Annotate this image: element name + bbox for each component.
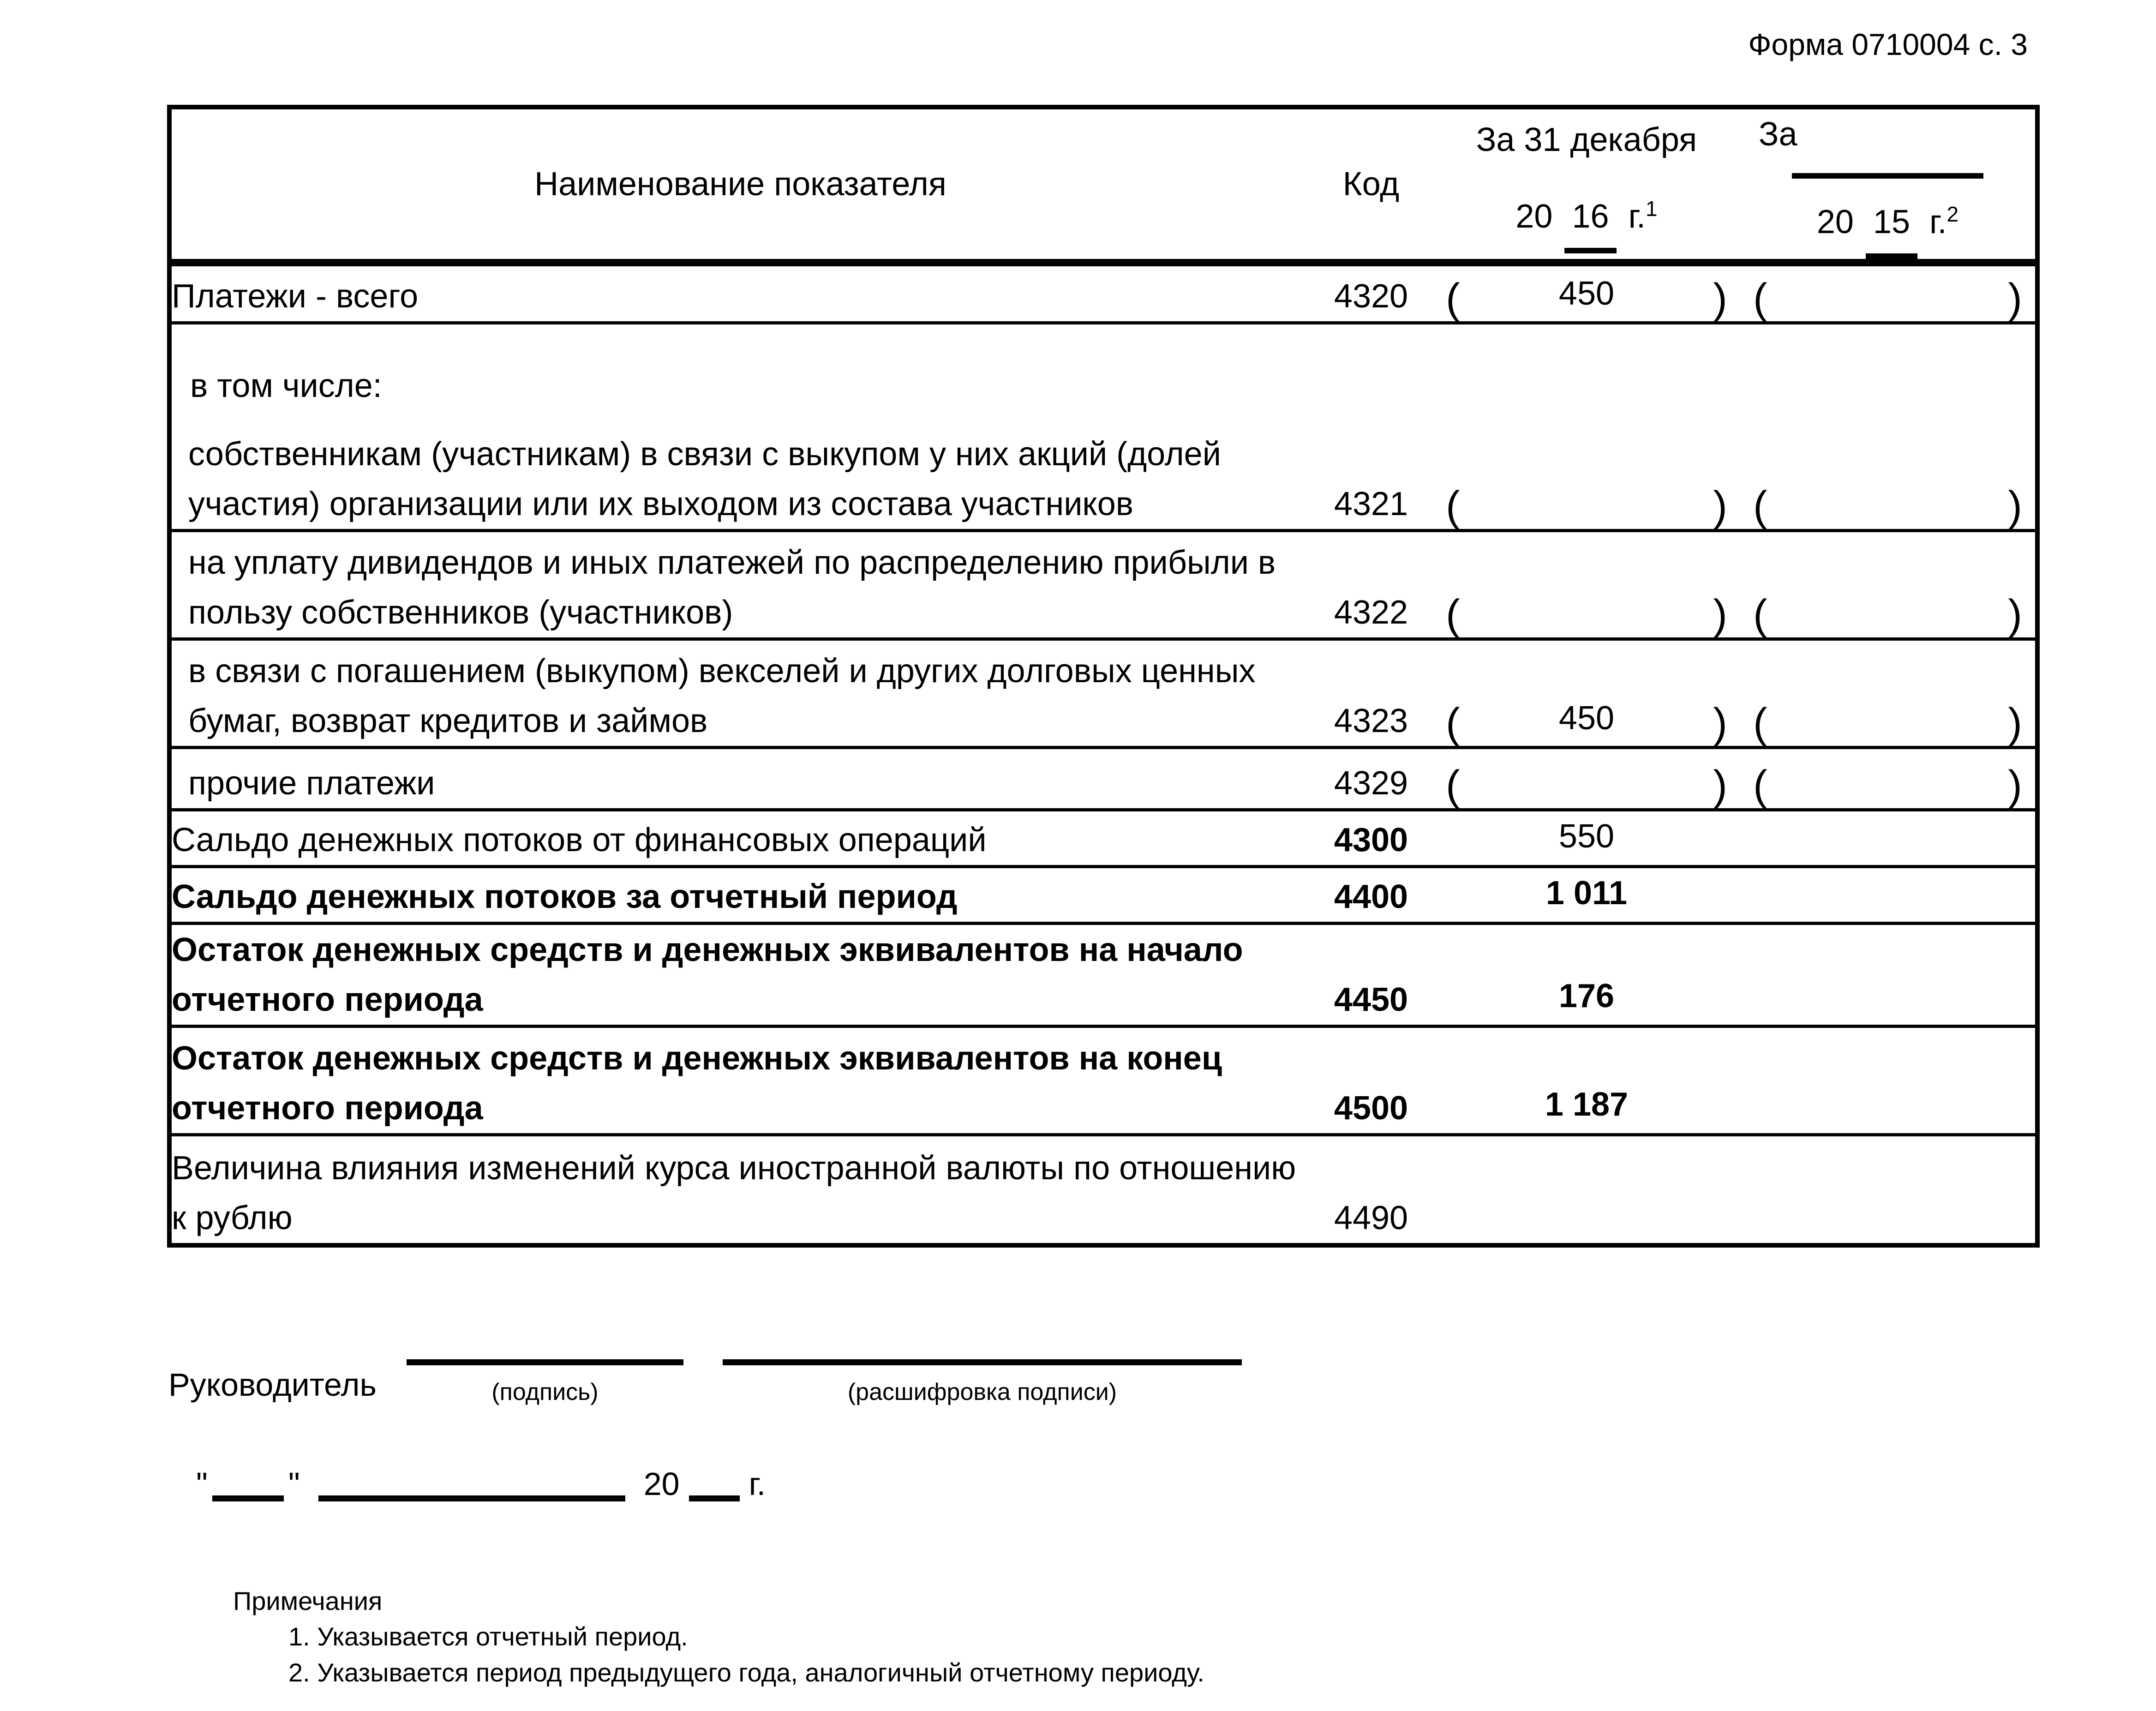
row-code: 4400 bbox=[1309, 866, 1433, 923]
footnote-item: 2. Указывается период предыдущего года, аналогичный отчетному периоду. bbox=[288, 1657, 1204, 1687]
footnote-ref-1: 1 bbox=[1646, 197, 1658, 221]
footnote-item: 1. Указывается отчетный период. bbox=[288, 1622, 688, 1651]
paren-open: ( bbox=[1753, 482, 1767, 530]
paren-close: ) bbox=[2008, 591, 2022, 638]
row-value-period1 bbox=[1433, 747, 1740, 810]
row-value-period1: 550 bbox=[1433, 810, 1740, 866]
signature-line bbox=[407, 1359, 683, 1365]
row-name: Сальдо денежных потоков от финансовых операций bbox=[169, 810, 1309, 866]
row-value-period1: 1 187 bbox=[1433, 1026, 1740, 1135]
row-value-period2 bbox=[1740, 810, 2037, 866]
table-row bbox=[169, 810, 2037, 866]
row-code: 4300 bbox=[1309, 810, 1433, 866]
paren-open: ( bbox=[1446, 699, 1460, 747]
paren-close: ) bbox=[2008, 699, 2022, 747]
row-code: 4450 bbox=[1309, 923, 1433, 1026]
row-value-period2 bbox=[1740, 263, 2037, 323]
paren-close: ) bbox=[1713, 699, 1727, 747]
row-value-period2 bbox=[1740, 323, 2037, 530]
row-value-period2 bbox=[1740, 866, 2037, 923]
row-value-period2 bbox=[1740, 1026, 2037, 1135]
row-value-period1: 176 bbox=[1433, 923, 1740, 1026]
table-row bbox=[169, 323, 2037, 530]
signature-caption: (подпись) bbox=[491, 1379, 599, 1405]
paren-open: ( bbox=[1446, 275, 1460, 322]
paren-close: ) bbox=[2008, 482, 2022, 530]
paren-open: ( bbox=[1753, 275, 1767, 322]
footnotes-title: Примечания bbox=[233, 1586, 383, 1615]
row-value-period2 bbox=[1740, 639, 2037, 747]
table-row bbox=[169, 1026, 2037, 1135]
paren-open: ( bbox=[1446, 591, 1460, 638]
form-number-label: Форма 0710004 с. 3 bbox=[1748, 27, 2028, 61]
row-intro: в том числе: bbox=[190, 367, 382, 404]
date-month-blank bbox=[318, 1495, 625, 1501]
period1-line1: За 31 декабря bbox=[1476, 121, 1697, 158]
column-header-code: Код bbox=[1309, 107, 1433, 263]
row-name: Величина влияния изменений курса иностранной валюты по отношению к рублю bbox=[172, 1150, 1296, 1237]
table-row bbox=[169, 263, 2037, 323]
date-year-blank bbox=[689, 1495, 740, 1501]
row-value-period1 bbox=[1433, 323, 1740, 530]
table-row bbox=[169, 923, 2037, 1026]
row-code: 4323 bbox=[1309, 639, 1433, 747]
row-name: на уплату дивидендов и иных платежей по распределению прибыли в пользу собственников (участников) bbox=[169, 530, 1309, 639]
table-row bbox=[169, 747, 2037, 810]
row-value-period2 bbox=[1740, 1135, 2037, 1245]
column-header-period1 bbox=[1433, 107, 1740, 263]
paren-open: ( bbox=[1753, 591, 1767, 638]
row-code: 4322 bbox=[1309, 530, 1433, 639]
row-code: 4321 bbox=[1309, 323, 1433, 530]
row-code: 4329 bbox=[1309, 747, 1433, 810]
row-name: прочие платежи bbox=[169, 747, 1309, 810]
signature-role-label: Руководитель bbox=[168, 1367, 377, 1403]
paren-open: ( bbox=[1446, 762, 1460, 809]
row-code: 4500 bbox=[1309, 1026, 1433, 1135]
quote-mark: " bbox=[288, 1466, 300, 1502]
row-value-period1: 1 011 bbox=[1433, 866, 1740, 923]
paren-close: ) bbox=[2008, 762, 2022, 809]
row-name: в связи с погашением (выкупом) векселей и других долговых ценных бумаг, возврат кредитов и займов bbox=[169, 639, 1309, 747]
row-name: в том числе: собственникам (участникам) в связи с выкупом у них акций (долей участия) организации или их выходом из состава участников bbox=[169, 323, 1309, 530]
row-value-period2 bbox=[1740, 530, 2037, 639]
row-name: Остаток денежных средств и денежных эквивалентов на конец отчетного периода bbox=[169, 1026, 1309, 1135]
footnotes bbox=[233, 1583, 1204, 1690]
table-row bbox=[169, 530, 2037, 639]
paren-close: ) bbox=[1713, 482, 1727, 530]
paren-open: ( bbox=[1753, 699, 1767, 747]
period1-year-blank: 16 bbox=[1564, 192, 1616, 253]
table-header-row bbox=[169, 107, 2037, 263]
row-value-period1: ( 450 ) bbox=[1433, 263, 1740, 323]
footnote-ref-2: 2 bbox=[1946, 202, 1959, 226]
row-value-period2 bbox=[1740, 747, 2037, 810]
paren-open: ( bbox=[1446, 482, 1460, 530]
period2-line1: За bbox=[1759, 116, 1797, 153]
quote-mark: " bbox=[196, 1466, 208, 1502]
period2-year-blank: 15 bbox=[1866, 197, 1917, 259]
paren-close: ) bbox=[1713, 275, 1727, 322]
table-row bbox=[169, 866, 2037, 923]
row-name: Сальдо денежных потоков за отчетный период bbox=[169, 866, 1309, 923]
row-code: 4320 bbox=[1309, 263, 1433, 323]
table-row bbox=[169, 639, 2037, 747]
table-row bbox=[169, 1135, 2037, 1245]
cash-flow-table bbox=[167, 105, 2040, 1248]
signature-name-line bbox=[723, 1359, 1242, 1365]
period2-line2: 20 15 г.$^2$ bbox=[1740, 197, 2035, 259]
row-value-period1: ( 450 ) bbox=[1433, 639, 1740, 747]
period2-blank-line bbox=[1792, 173, 1983, 179]
paren-close: ) bbox=[2008, 275, 2022, 322]
signature-block bbox=[168, 1359, 1368, 1406]
paren-close: ) bbox=[1713, 762, 1727, 809]
row-value-period1 bbox=[1433, 1135, 1740, 1245]
row-value-period2 bbox=[1740, 923, 2037, 1026]
signature-name-caption: (расшифровка подписи) bbox=[847, 1379, 1117, 1405]
row-name: Платежи - всего bbox=[169, 263, 1309, 323]
row-code: 4490 bbox=[1334, 1200, 1408, 1237]
row-value-period1 bbox=[1433, 530, 1740, 639]
date-year-suffix: г. bbox=[749, 1466, 766, 1502]
paren-close: ) bbox=[1713, 591, 1727, 638]
row-name: Остаток денежных средств и денежных эквивалентов на начало отчетного периода bbox=[169, 923, 1309, 1026]
column-header-name: Наименование показателя bbox=[169, 107, 1309, 263]
date-day-blank bbox=[212, 1495, 284, 1501]
date-line bbox=[196, 1465, 766, 1505]
paren-open: ( bbox=[1753, 762, 1767, 809]
column-header-period2 bbox=[1740, 107, 2037, 263]
date-century: 20 bbox=[643, 1466, 680, 1502]
period1-line2: 20 16 г.$^1$ bbox=[1433, 192, 1740, 253]
